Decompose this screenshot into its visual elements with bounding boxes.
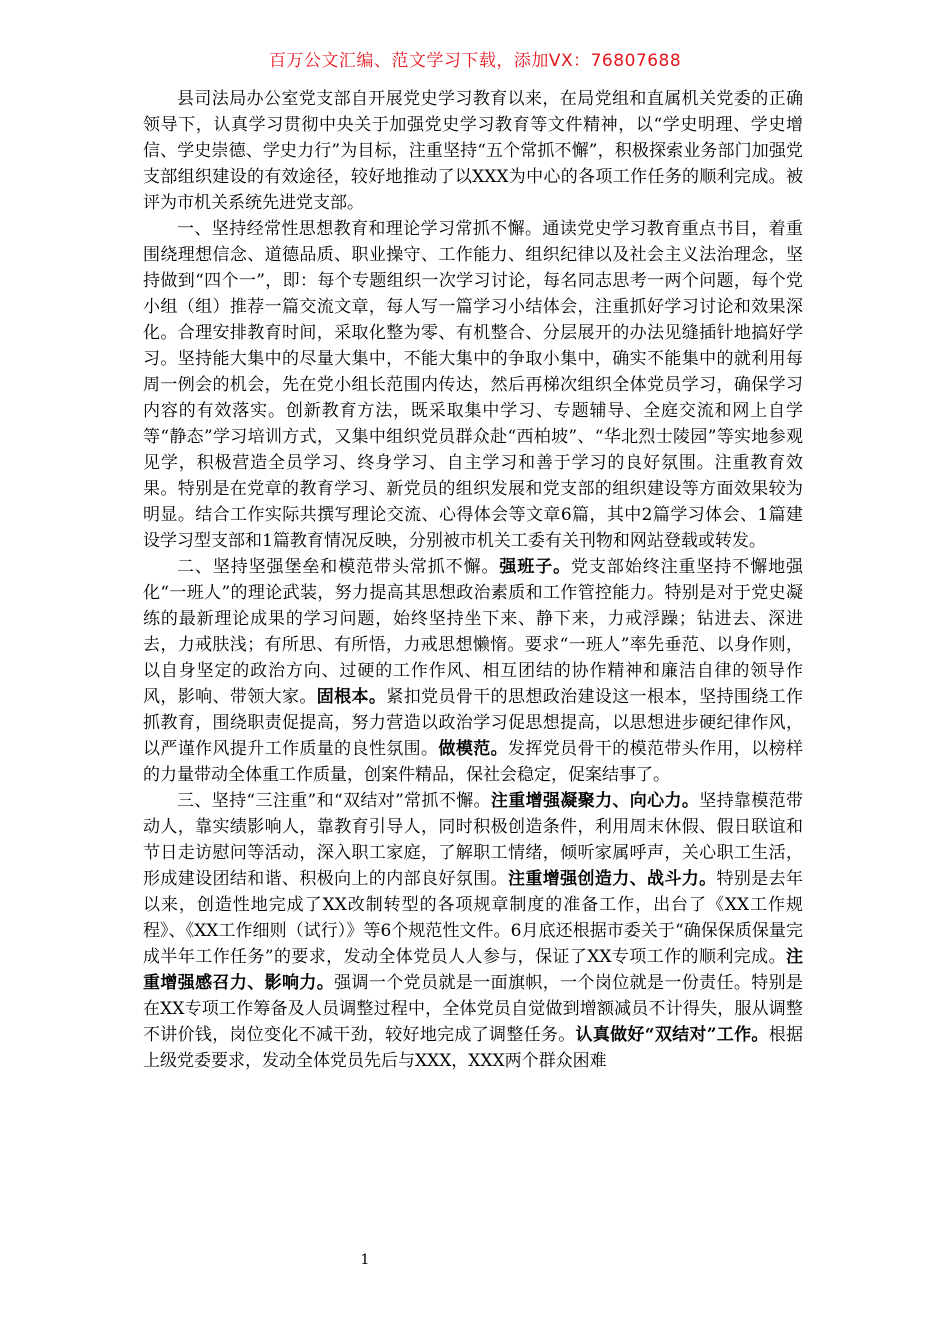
- bold-heading: 做模范。: [438, 739, 508, 759]
- paragraph-text: 紧扣党员骨干的思想政治建设这一根本，坚持围绕工作抓教育，围绕职责促提高，努力营造以政治学习促思想提高，以思想进步硬纪律作风，以严谨作风提升工作质量的良性氛围。: [143, 687, 804, 759]
- paragraph-text: 坚持靠模范带动人，靠实绩影响人，靠教育引导人，同时积极创造条件，利用周末休假、假日联谊和节日走访慰问等活动，深入职工家庭，了解职工情绪，倾听家属呼声，关心职工生活，形成建设团结和谐、积极向上的内部良好氛围。: [143, 791, 804, 889]
- page-number: 1: [360, 1252, 370, 1268]
- bold-heading: 注重增强创造力、战斗力。: [507, 869, 717, 889]
- document-body: [143, 86, 803, 1074]
- paragraph-section-1: [143, 216, 803, 554]
- bold-heading: 认真做好“双结对”工作。: [575, 1025, 769, 1045]
- paragraph-section-3: [143, 788, 803, 1074]
- paragraph-text: 发挥党员骨干的模范带头作用，以榜样的力量带动全体重工作质量，创案件精品，保社会稳定，促案结事了。: [143, 739, 804, 785]
- paragraph-text: 三、坚持“三注重”和“双结对”常抓不懈。: [177, 791, 491, 811]
- paragraph-text: 强调一个党员就是一面旗帜，一个岗位就是一份责任。特别是在XX专项工作筹备及人员调整过程中，全体党员自觉做到增额减员不计得失，服从调整不讲价钱，岗位变化不减干劲，较好地完成了调整任务。: [143, 973, 804, 1045]
- bold-heading: 固根本。: [316, 687, 387, 707]
- paragraph-text: 根据上级党委要求，发动全体党员先后与XXX，XXX两个群众困难: [143, 1025, 804, 1071]
- header-banner: 百万公文汇编、范文学习下载，添加VX：76807688: [268, 51, 682, 71]
- paragraph-text: 一、坚持经常性思想教育和理论学习常抓不懈。通读党史学习教育重点书目，着重围绕理想信念、道德品质、职业操守、工作能力、组织纪律以及社会主义法治理念，坚持做到“四个一”，即：每个专题组织一次学习讨论，每名同志思考一两个问题，每个党小组（组）推荐一篇交流文章，每人写一篇学习小结体会，注重抓好学习讨论和效果深化。合理安排教育时间，采取化整为零、有机整合、分层展开的办法见缝插针地搞好学习。坚持能大集中的尽量大集中，不能大集中的争取小集中，确实不能集中的就利用每周一例会的机会，先在党小组长范围内传达，然后再梯次组织全体党员学习，确保学习内容的有效落实。创新教育方法，既采取集中学习、专题辅导、全庭交流和网上自学等“静态”学习培训方式，又集中组织党员群众赴“西柏坡”、“华北烈士陵园”等实地参观见学，积极营造全员学习、终身学习、自主学习和善于学习的良好氛围。注重教育效果。特别是在党章的教育学习、新党员的组织发展和党支部的组织建设等方面效果较为明显。结合工作实际共撰写理论交流、心得体会等文章6篇，其中2篇学习体会、1篇建设学习型支部和1篇教育情况反映，分别被市机关工委有关刊物和网站登载或转发。: [143, 219, 803, 551]
- bold-heading: 注重增强凝聚力、向心力。: [490, 791, 700, 811]
- bold-heading: 强班子。: [499, 557, 572, 577]
- paragraph-text: 二、坚持坚强堡垒和模范带头常抓不懈。: [177, 557, 500, 577]
- paragraph-section-2: [143, 554, 803, 788]
- paragraph-text: 党支部始终注重坚持不懈地强化“一班人”的理论武装，努力提高其思想政治素质和工作管控能力。特别是对于党史凝练的最新理论成果的学习问题，始终坚持坐下来、静下来，力戒浮躁；钻进去、深进去，力戒肤浅；有所思、有所悟，力戒思想懒惰。要求“一班人”率先垂范、以身作则，以自身坚定的政治方向、过硬的工作作风、相互团结的协作精神和廉洁自律的领导作风，影响、带领大家。: [143, 557, 804, 707]
- paragraph-intro: [143, 86, 803, 216]
- paragraph-text: 特别是去年以来，创造性地完成了XX改制转型的各项规章制度的准备工作，出台了《XX工作规程》、《XX工作细则（试行）》等6个规范性文件。6月底还根据市委关于“确保保质保量完成半年工作任务”的要求，发动全体党员人人参与，保证了XX专项工作的顺利完成。: [143, 869, 804, 967]
- bold-heading: 注重增强感召力、影响力。: [143, 947, 803, 993]
- paragraph-text: 县司法局办公室党支部自开展党史学习教育以来，在局党组和直属机关党委的正确领导下，认真学习贯彻中央关于加强党史学习教育等文件精神，以“学史明理、学史增信、学史崇德、学史力行”为目标，注重坚持“五个常抓不懈”，积极探索业务部门加强党支部组织建设的有效途径，较好地推动了以XXX为中心的各项工作任务的顺利完成。被评为市机关系统先进党支部。: [143, 89, 803, 213]
